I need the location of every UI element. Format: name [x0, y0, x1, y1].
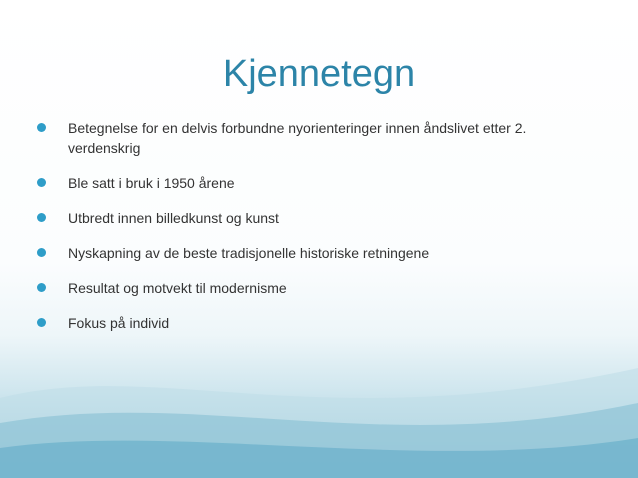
bullet-text: Nyskapning av de beste tradisjonelle historiske retningene: [68, 245, 430, 261]
bullet-item: [0, 208, 638, 228]
bullet-dot-icon: [37, 213, 46, 222]
bullet-text: Ble satt i bruk i 1950 årene: [68, 175, 235, 191]
bullet-text: Betegnelse for en delvis forbundne nyorienteringer innen åndslivet etter 2. verdenskrig: [68, 120, 527, 156]
bullet-item: [0, 278, 638, 298]
bullet-dot-icon: [37, 248, 46, 257]
bullet-dot-icon: [37, 318, 46, 327]
bullet-dot-icon: [37, 123, 46, 132]
bullet-dot-icon: [37, 283, 46, 292]
bullet-item: [0, 243, 638, 263]
background-wave-decoration: [0, 328, 638, 478]
bullet-item: [0, 173, 638, 193]
bullet-text: Utbredt innen billedkunst og kunst: [68, 210, 279, 226]
bullet-text: Fokus på individ: [68, 315, 170, 331]
bullet-item: [0, 118, 638, 158]
bullet-list: [0, 118, 638, 348]
slide-title: Kjennetegn: [222, 53, 416, 95]
bullet-text: Resultat og motvekt til modernisme: [68, 280, 287, 296]
bullet-item: [0, 313, 638, 333]
bullet-dot-icon: [37, 178, 46, 187]
